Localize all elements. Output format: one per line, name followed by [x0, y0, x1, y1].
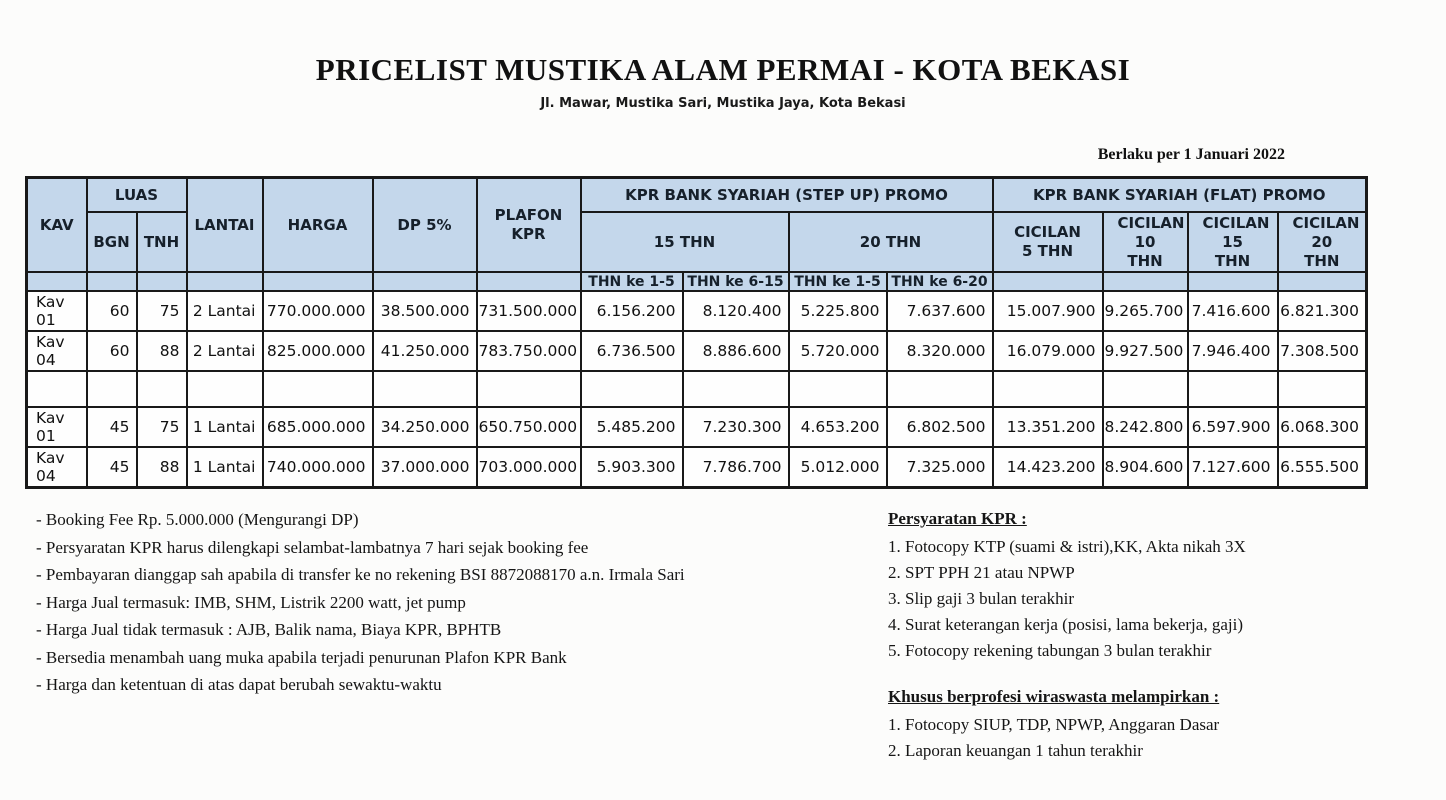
col-header-thn-ke-6-15: THN ke 6-15 [683, 272, 789, 291]
table-cell [1103, 371, 1188, 407]
spacer-row [27, 371, 1367, 407]
table-cell [187, 371, 263, 407]
table-cell [1188, 371, 1278, 407]
table-cell [27, 371, 87, 407]
table-cell: 60 [87, 331, 137, 371]
table-cell: Kav 04 [27, 447, 87, 488]
title-block [0, 52, 1446, 111]
col-header-lantai: LANTAI [187, 178, 263, 273]
table-cell [373, 371, 477, 407]
table-cell: 13.351.200 [993, 407, 1103, 447]
list-item: 2. SPT PPH 21 atau NPWP [888, 563, 1075, 582]
table-cell: 825.000.000 [263, 331, 373, 371]
group-header-20thn: 20 THN [789, 212, 993, 272]
page-title: PRICELIST MUSTIKA ALAM PERMAI - KOTA BEKASI [315, 52, 1131, 87]
list-item: - Persyaratan KPR harus dilengkapi selambat-lambatnya 7 hari sejak booking fee [36, 537, 589, 557]
table-cell: 650.750.000 [477, 407, 581, 447]
table-cell [581, 371, 683, 407]
requirements-list [888, 534, 1246, 664]
table-cell: 5.225.800 [789, 291, 887, 331]
list-item: 1. Fotocopy KTP (suami & istri),KK, Akta nikah 3X [888, 537, 1246, 556]
table-cell: 75 [137, 291, 187, 331]
blank-header-cell [137, 272, 187, 291]
blank-header-cell [993, 272, 1103, 291]
table-cell: 7.230.300 [683, 407, 789, 447]
table-cell: 6.821.300 [1278, 291, 1367, 331]
table-cell: 6.555.500 [1278, 447, 1367, 488]
list-item: 2. Laporan keuangan 1 tahun terakhir [888, 741, 1143, 760]
table-cell: 703.000.000 [477, 447, 581, 488]
table-cell: 8.904.600 [1103, 447, 1188, 488]
list-item: - Harga Jual termasuk: IMB, SHM, Listrik 2200 watt, jet pump [36, 592, 466, 612]
table-cell: 88 [137, 447, 187, 488]
table-cell: 7.786.700 [683, 447, 789, 488]
list-item: - Bersedia menambah uang muka apabila terjadi penurunan Plafon KPR Bank [36, 647, 567, 667]
table-cell: 783.750.000 [477, 331, 581, 371]
blank-header-cell [1278, 272, 1367, 291]
table-cell: 75 [137, 407, 187, 447]
table-cell: 1 Lantai [187, 447, 263, 488]
col-header-thn-ke-1-5-stepup20: THN ke 1-5 [789, 272, 887, 291]
table-cell: 6.068.300 [1278, 407, 1367, 447]
list-item: - Harga Jual tidak termasuk : AJB, Balik nama, Biaya KPR, BPHTB [36, 620, 502, 639]
header-row-1 [27, 178, 1367, 213]
table-body [27, 291, 1367, 488]
col-header-cicilan-15thn: CICILAN 15 THN [1188, 212, 1278, 272]
col-header-tnh: TNH [137, 212, 187, 272]
group-header-15thn: 15 THN [581, 212, 789, 272]
table-cell: 8.242.800 [1103, 407, 1188, 447]
table-cell: 731.500.000 [477, 291, 581, 331]
table-cell: 740.000.000 [263, 447, 373, 488]
group-header-flat-promo: KPR BANK SYARIAH (FLAT) PROMO [993, 178, 1367, 213]
table-cell: 5.903.300 [581, 447, 683, 488]
table-cell [683, 371, 789, 407]
wiraswasta-title: Khusus berprofesi wiraswasta melampirkan : [888, 687, 1220, 706]
table-cell: 5.012.000 [789, 447, 887, 488]
blank-header-cell [477, 272, 581, 291]
col-header-cicilan-20thn: CICILAN 20 THN [1278, 212, 1367, 272]
requirements-panel [888, 506, 1246, 764]
table-row [27, 407, 1367, 447]
blank-header-cell [87, 272, 137, 291]
table-cell [87, 371, 137, 407]
table-cell: 41.250.000 [373, 331, 477, 371]
table-row [27, 447, 1367, 488]
table-cell: 770.000.000 [263, 291, 373, 331]
table-cell: 7.637.600 [887, 291, 993, 331]
blank-header-cell [1103, 272, 1188, 291]
table-cell: 45 [87, 407, 137, 447]
blank-header-cell [187, 272, 263, 291]
table-cell: 685.000.000 [263, 407, 373, 447]
table-cell: 8.886.600 [683, 331, 789, 371]
table-cell: 37.000.000 [373, 447, 477, 488]
header-row-3 [27, 272, 1367, 291]
col-header-harga: HARGA [263, 178, 373, 273]
table-cell: 9.927.500 [1103, 331, 1188, 371]
table-cell: 1 Lantai [187, 407, 263, 447]
table-cell [137, 371, 187, 407]
table-cell: 4.653.200 [789, 407, 887, 447]
group-header-stepup-promo: KPR BANK SYARIAH (STEP UP) PROMO [581, 178, 993, 213]
table-cell: 60 [87, 291, 137, 331]
table-cell: 6.597.900 [1188, 407, 1278, 447]
pricelist-table [25, 176, 1368, 489]
blank-header-cell [1188, 272, 1278, 291]
table-cell: 7.946.400 [1188, 331, 1278, 371]
blank-header-cell [263, 272, 373, 291]
table-cell: 6.802.500 [887, 407, 993, 447]
list-item: - Harga dan ketentuan di atas dapat berubah sewaktu-waktu [36, 675, 442, 694]
list-item: 5. Fotocopy rekening tabungan 3 bulan terakhir [888, 641, 1212, 660]
list-item: - Booking Fee Rp. 5.000.000 (Mengurangi DP) [36, 510, 359, 529]
table-cell: 8.120.400 [683, 291, 789, 331]
col-header-kav: KAV [27, 178, 87, 273]
table-cell [1278, 371, 1367, 407]
table-cell: 7.416.600 [1188, 291, 1278, 331]
table-cell: 6.736.500 [581, 331, 683, 371]
effective-date: Berlaku per 1 Januari 2022 [1097, 146, 1285, 163]
col-header-cicilan-10thn: CICILAN 10 THN [1103, 212, 1188, 272]
col-header-dp: DP 5% [373, 178, 477, 273]
table-cell: Kav 04 [27, 331, 87, 371]
col-header-plafon-kpr: PLAFON KPR [477, 178, 581, 273]
wiraswasta-list [888, 712, 1246, 764]
table-cell [887, 371, 993, 407]
table-cell: 7.308.500 [1278, 331, 1367, 371]
table-cell: 5.720.000 [789, 331, 887, 371]
table-cell: 5.485.200 [581, 407, 683, 447]
col-header-luas: LUAS [87, 178, 187, 213]
table-cell: 38.500.000 [373, 291, 477, 331]
table-cell [993, 371, 1103, 407]
blank-header-cell [373, 272, 477, 291]
list-item: 1. Fotocopy SIUP, TDP, NPWP, Anggaran Dasar [888, 715, 1220, 734]
table-cell: 45 [87, 447, 137, 488]
table-cell: 15.007.900 [993, 291, 1103, 331]
table-cell: 2 Lantai [187, 291, 263, 331]
table-cell [789, 371, 887, 407]
list-item: 3. Slip gaji 3 bulan terakhir [888, 589, 1075, 608]
table-row [27, 331, 1367, 371]
page-subtitle: Jl. Mawar, Mustika Sari, Mustika Jaya, Kota Bekasi [540, 96, 906, 111]
col-header-cicilan-5thn: CICILAN 5 THN [993, 212, 1103, 272]
table-row [27, 291, 1367, 331]
table-cell: Kav 01 [27, 291, 87, 331]
table-cell: Kav 01 [27, 407, 87, 447]
list-item: - Pembayaran dianggap sah apabila di transfer ke no rekening BSI 8872088170 a.n. Irmala Sari [36, 565, 685, 584]
col-header-bgn: BGN [87, 212, 137, 272]
table-cell: 88 [137, 331, 187, 371]
table-cell: 16.079.000 [993, 331, 1103, 371]
table-cell: 6.156.200 [581, 291, 683, 331]
table-cell [263, 371, 373, 407]
blank-header-cell [27, 272, 87, 291]
col-header-thn-ke-6-20: THN ke 6-20 [887, 272, 993, 291]
table-cell: 9.265.700 [1103, 291, 1188, 331]
table-cell: 2 Lantai [187, 331, 263, 371]
table-cell: 7.325.000 [887, 447, 993, 488]
requirements-title: Persyaratan KPR : [888, 509, 1027, 528]
table-cell: 7.127.600 [1188, 447, 1278, 488]
table-cell: 8.320.000 [887, 331, 993, 371]
general-notes [36, 506, 685, 699]
col-header-thn-ke-1-5-stepup15: THN ke 1-5 [581, 272, 683, 291]
table-cell: 34.250.000 [373, 407, 477, 447]
table-cell [477, 371, 581, 407]
table-cell: 14.423.200 [993, 447, 1103, 488]
list-item: 4. Surat keterangan kerja (posisi, lama bekerja, gaji) [888, 615, 1243, 634]
